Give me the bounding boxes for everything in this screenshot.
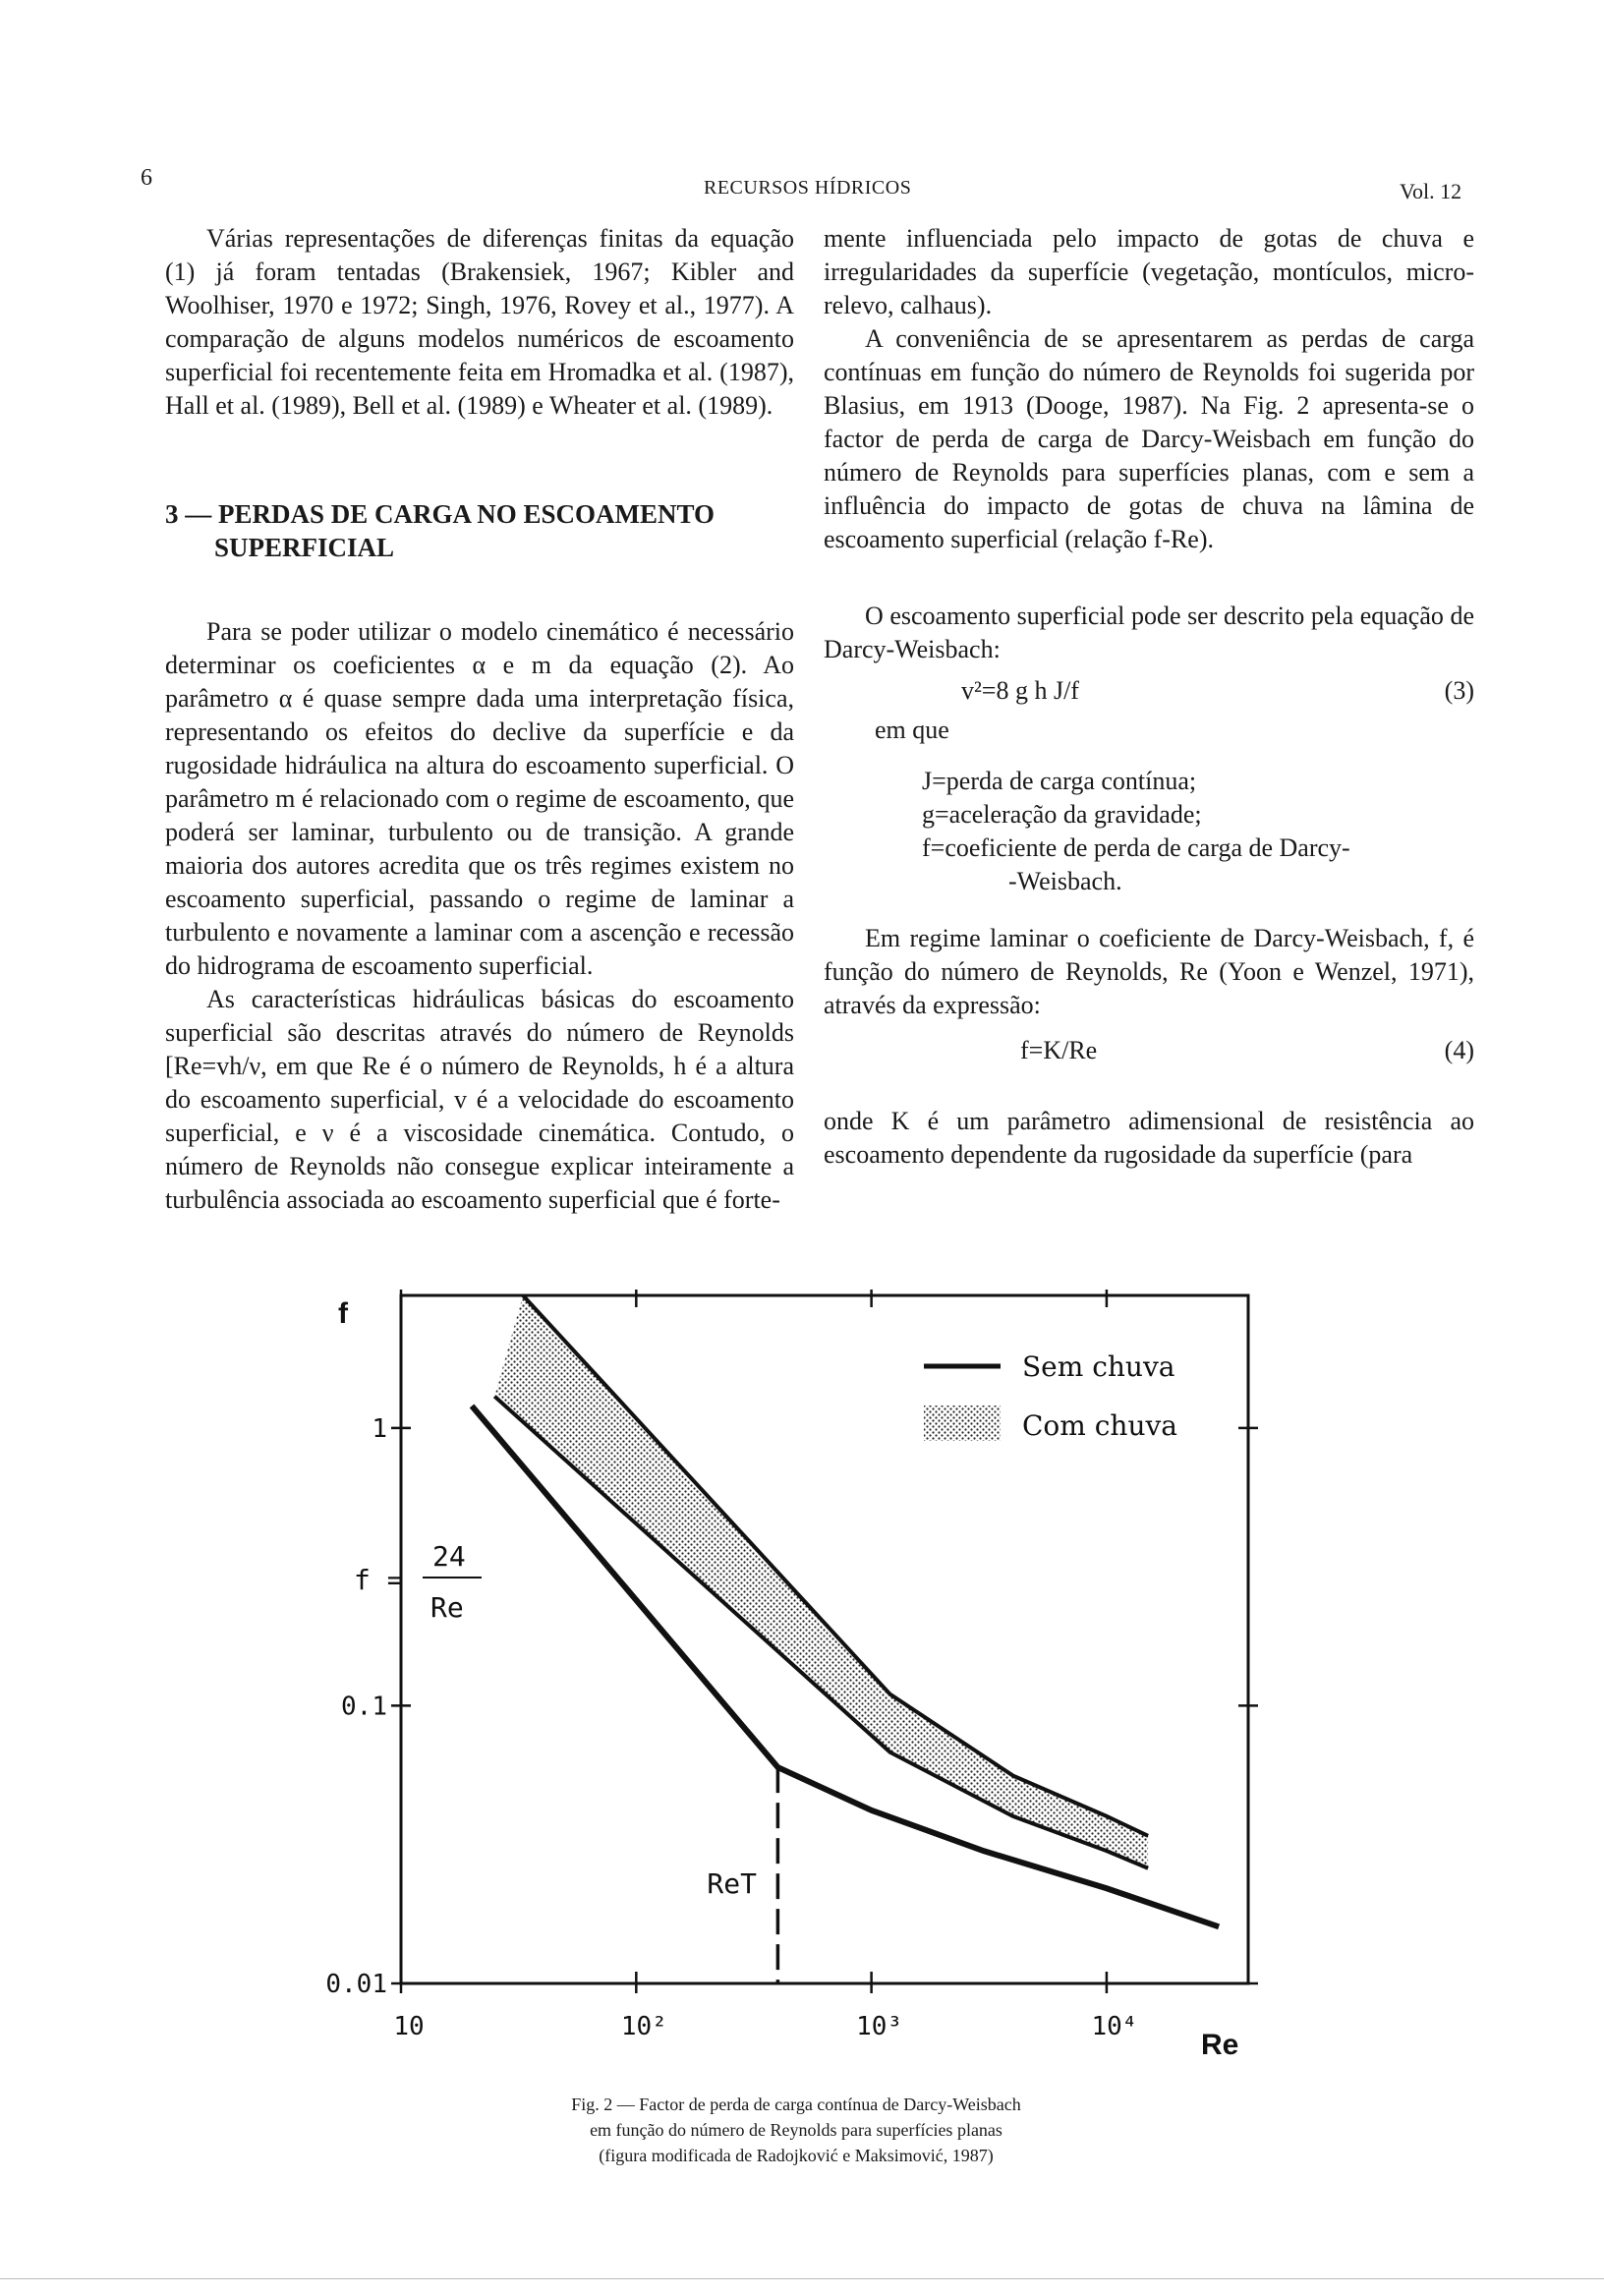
section-heading xyxy=(165,497,794,564)
formula-denominator: Re xyxy=(430,1591,464,1624)
transition-label: ReT xyxy=(707,1867,757,1901)
legend-swatch-rain xyxy=(924,1406,1001,1441)
paragraph: Para se poder utilizar o modelo cinemático é necessário determinar os coeficientes α e m da equação (2). Ao parâmetro α é quase sempre dada uma interpretação física, representando os efeitos do declive da superfície e da rugosidade hidráulica na altura do escoamento superficial. O parâmetro m é relacionado com o regime de escoamento, que poderá ser laminar, turbulento ou de transição. A grande maioria dos autores acredita que os três regimes existem no escoamento superficial, passando o regime de laminar a turbulento e novamente a laminar com a ascenção e recessão do hidrograma de escoamento superficial. xyxy=(165,617,794,980)
figure-2 xyxy=(295,1278,1268,2064)
caption-line: em função do número de Reynolds para superfícies planas xyxy=(590,2120,1002,2140)
equation-4 xyxy=(824,1034,1474,1073)
y-tick-label: 1 xyxy=(372,1413,387,1444)
legend-label-rain: Com chuva xyxy=(1022,1409,1177,1442)
caption-line: Fig. 2 — Factor de perda de carga contínua de Darcy-Weisbach xyxy=(571,2095,1021,2114)
x-tick-label: 10³ xyxy=(856,2012,903,2041)
equation-number: (4) xyxy=(1444,1036,1474,1064)
x-tick-label: 10 xyxy=(393,2012,425,2041)
y-axis-label: f xyxy=(338,1297,348,1330)
paragraph: Em regime laminar o coeficiente de Darcy-Weisbach, f, é função do número de Reynolds, Re (Yoon e Wenzel, 1971), através da expressão: xyxy=(824,924,1474,1019)
paragraph: A conveniência de se apresentarem as perdas de carga contínuas em função do número de Reynolds foi sugerida por Blasius, em 1913 (Dooge, 1987). Na Fig. 2 apresenta-se o factor de perda de carga de Darcy-Weisbach em função do número de Reynolds para superfícies planas, com e sem a influência do impacto de gotas de chuva na lâmina de escoamento superficial (relação f-Re). xyxy=(824,324,1474,553)
paragraph: onde K é um parâmetro adimensional de resistência ao escoamento dependente da rugosidade da superfície (para xyxy=(824,1107,1474,1169)
definition-item: J=perda de carga contínua; xyxy=(922,767,1197,795)
y-tick-label: 0.1 xyxy=(341,1692,387,1722)
section-heading-line2: SUPERFICIAL xyxy=(214,533,395,562)
x-tick-label: 10⁴ xyxy=(1091,2012,1138,2041)
section-heading-line1: 3 — PERDAS DE CARGA NO ESCOAMENTO xyxy=(165,499,716,529)
equation-text: f=K/Re xyxy=(1020,1036,1098,1064)
definition-item: g=aceleração da gravidade; xyxy=(922,800,1202,829)
legend-label-no-rain: Sem chuva xyxy=(1022,1350,1175,1383)
paragraph: As características hidráulicas básicas do escoamento superficial são descritas através do número de Reynolds [Re=vh/ν, em que Re é o número de Reynolds, h é a altura do escoamento superficial, v é a velocidade do escoamento superficial, e ν é a viscosidade cinemática. Contudo, o número de Reynolds não consegue explicar inteiramente a turbulência associada ao escoamento superficial que é forte- xyxy=(165,985,794,1214)
caption-line: (figura modificada de Radojković e Maksimović, 1987) xyxy=(599,2146,994,2165)
equation-3 xyxy=(824,674,1474,714)
equation-text: v²=8 g h J/f xyxy=(961,676,1079,705)
paragraph: O escoamento superficial pode ser descrito pela equação de Darcy-Weisbach: xyxy=(824,602,1474,663)
formula-numerator: 24 xyxy=(432,1540,466,1573)
figure-caption xyxy=(413,2092,1179,2168)
left-column xyxy=(165,222,794,1217)
equation-number: (3) xyxy=(1444,676,1474,705)
definition-list xyxy=(824,765,1474,898)
friction-factor-chart xyxy=(295,1278,1268,2064)
definition-item: f=coeficiente de perda de carga de Darcy- xyxy=(922,833,1350,862)
x-axis-label: Re xyxy=(1201,2029,1239,2061)
paragraph: Várias representações de diferenças finitas da equação (1) já foram tentadas (Brakensiek, 1967; Kibler and Woolhiser, 1970 e 1972; Singh, 1976, Rovey et al., 1977). A comparação de alguns modelos numéricos de escoamento superficial foi recentemente feita em Hromadka et al. (1987), Hall et al. (1989), Bell et al. (1989) e Wheater et al. (1989). xyxy=(165,224,794,420)
y-tick-label: 0.01 xyxy=(325,1970,387,1999)
right-column xyxy=(824,222,1474,1172)
x-tick-label: 10² xyxy=(620,2012,667,2041)
page-number: 6 xyxy=(141,165,152,191)
em-que-label: em que xyxy=(875,716,949,744)
running-title: RECURSOS HÍDRICOS xyxy=(704,177,912,199)
formula-lhs: f = xyxy=(354,1564,404,1596)
page-bottom-rule xyxy=(0,2278,1604,2279)
paragraph: mente influenciada pelo impacto de gotas de chuva e irregularidades da superfície (vegetação, montículos, micro-relevo, calhaus). xyxy=(824,224,1474,319)
volume-label: Vol. 12 xyxy=(1400,179,1462,203)
definition-item-continuation: -Weisbach. xyxy=(1008,867,1122,895)
page-header xyxy=(0,165,1604,204)
